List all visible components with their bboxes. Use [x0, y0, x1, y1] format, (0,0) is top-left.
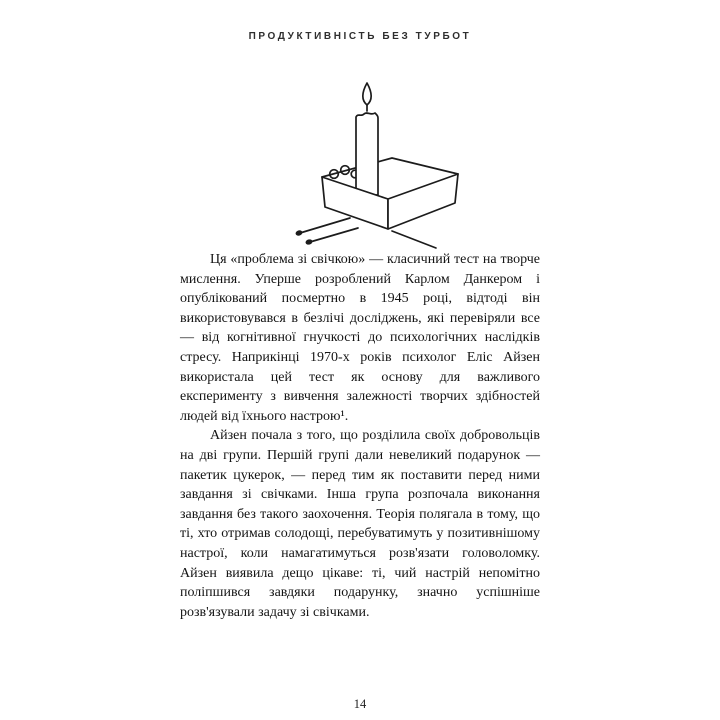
surface-line: [392, 231, 436, 248]
box-front-right-face: [388, 174, 458, 229]
body-text: [180, 250, 540, 622]
page-number: 14: [353, 697, 367, 711]
candle-flame: [363, 83, 371, 105]
match-head: [295, 229, 303, 236]
paragraph-isen-experiment: Айзен почала з того, що розділила своїх добровольців на дві групи. Першій групі дали невеликий подарунок — пакетик цукерок, — перед тим як поставити перед ними завдання зі свічками. Інша група розпочала виконання завдання без такого заохочення. Теорія полягала в тому, що ті, хто отримав солодощі, перебуватимуть у позитивнішому настрої, коли намагатимуться розв'язати головоломку. Айзен виявила дещо цікаве: ті, чий настрій непомітно поліпшився завдяки подарунку, значно успішніше розв'язували задачу зі свічками.: [180, 428, 540, 620]
match-stick: [310, 228, 358, 242]
candle-body: [356, 113, 378, 195]
paragraph-candle-problem: Ця «проблема зі свічкою» — класичний тест на творче мислення. Уперше розроблений Карлом Данкером і опублікований посмертно в 1945 році, відтоді він використовувався в безлічі досліджень, які перевіряли все — від когнітивної гнучкості до психологічних наслідків стресу. Наприкінці 1970-х років психолог Еліс Айзен використала цей тест як основу для важливого експерименту з вивчення залежності творчих здібностей людей від їхнього настрою¹.: [180, 252, 540, 424]
match-stick: [300, 218, 350, 233]
candle-box-matches-drawing: [260, 78, 460, 254]
candle-problem-illustration: [0, 78, 720, 254]
running-header: ПРОДУКТИВНІСТЬ БЕЗ ТУРБОТ: [248, 31, 472, 42]
match-head: [305, 239, 313, 246]
